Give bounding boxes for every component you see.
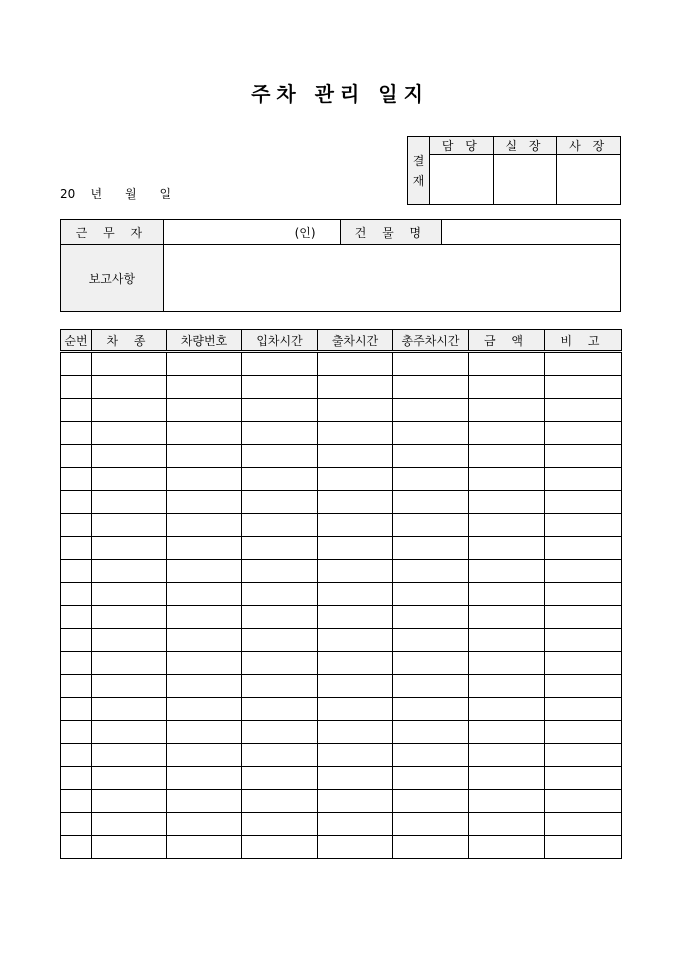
table-cell[interactable] [318,514,393,537]
table-row [61,445,622,468]
table-cell[interactable] [242,790,318,813]
table-cell[interactable] [469,606,545,629]
table-cell[interactable] [393,836,469,859]
table-cell[interactable] [318,790,393,813]
table-cell[interactable] [242,813,318,836]
table-cell[interactable] [318,652,393,675]
table-cell[interactable] [167,790,242,813]
table-row [61,537,622,560]
col-header-total-time: 총주차시간 [393,330,469,352]
table-cell[interactable] [167,675,242,698]
table-cell[interactable] [242,721,318,744]
table-cell[interactable] [318,376,393,399]
table-cell[interactable] [393,629,469,652]
table-cell[interactable] [61,698,92,721]
table-row [61,836,622,859]
table-cell[interactable] [92,767,167,790]
table-cell[interactable] [393,399,469,422]
table-cell[interactable] [92,422,167,445]
col-header-plate: 차량번호 [167,330,242,352]
table-cell[interactable] [545,352,622,376]
table-row [61,514,622,537]
table-cell[interactable] [545,652,622,675]
table-cell[interactable] [393,744,469,767]
table-cell[interactable] [469,790,545,813]
table-cell[interactable] [545,491,622,514]
table-cell[interactable] [469,836,545,859]
table-cell[interactable] [318,606,393,629]
table-cell[interactable] [393,468,469,491]
table-cell[interactable] [545,790,622,813]
table-row [61,491,622,514]
table-cell[interactable] [318,491,393,514]
table-cell[interactable] [545,376,622,399]
table-row [61,352,622,376]
table-cell[interactable] [242,675,318,698]
table-cell[interactable] [242,698,318,721]
table-cell[interactable] [167,836,242,859]
table-cell[interactable] [92,721,167,744]
table-row [61,560,622,583]
table-cell[interactable] [167,376,242,399]
table-cell[interactable] [92,399,167,422]
table-cell[interactable] [318,560,393,583]
table-cell[interactable] [61,537,92,560]
table-cell[interactable] [393,376,469,399]
table-cell[interactable] [167,514,242,537]
table-cell[interactable] [318,445,393,468]
table-cell[interactable] [242,606,318,629]
table-cell[interactable] [61,491,92,514]
table-cell[interactable] [318,813,393,836]
table-row [61,583,622,606]
table-cell[interactable] [318,468,393,491]
table-cell[interactable] [61,606,92,629]
table-row [61,376,622,399]
table-cell[interactable] [469,767,545,790]
table-cell[interactable] [61,399,92,422]
table-cell[interactable] [242,399,318,422]
table-cell[interactable] [318,744,393,767]
table-cell[interactable] [545,813,622,836]
table-cell[interactable] [242,629,318,652]
table-cell[interactable] [545,721,622,744]
col-header-amount: 금 액 [469,330,545,352]
table-cell[interactable] [545,514,622,537]
table-cell[interactable] [167,721,242,744]
table-cell[interactable] [469,514,545,537]
table-cell[interactable] [242,422,318,445]
table-cell[interactable] [61,813,92,836]
table-cell[interactable] [318,422,393,445]
table-cell[interactable] [167,698,242,721]
table-cell[interactable] [469,744,545,767]
table-cell[interactable] [469,491,545,514]
table-cell[interactable] [92,652,167,675]
table-cell[interactable] [318,583,393,606]
table-cell[interactable] [167,583,242,606]
approval-label [408,137,430,205]
approval-label-bottom: 재 [412,173,425,188]
table-cell[interactable] [469,721,545,744]
info-table [60,219,621,312]
table-cell[interactable] [167,744,242,767]
table-cell[interactable] [92,675,167,698]
date-line: 20 년 월 일 [60,187,172,201]
table-cell[interactable] [469,376,545,399]
table-cell[interactable] [167,422,242,445]
table-cell[interactable] [393,537,469,560]
table-cell[interactable] [92,583,167,606]
table-cell[interactable] [393,560,469,583]
table-cell[interactable] [318,698,393,721]
table-cell[interactable] [92,445,167,468]
approval-label-top: 결 [412,153,425,168]
table-cell[interactable] [167,445,242,468]
table-cell[interactable] [545,698,622,721]
table-cell[interactable] [393,514,469,537]
table-cell[interactable] [61,675,92,698]
table-cell[interactable] [545,537,622,560]
approval-sign-president[interactable] [557,155,621,205]
table-cell[interactable] [242,352,318,376]
table-cell[interactable] [545,468,622,491]
table-cell[interactable] [393,721,469,744]
table-cell[interactable] [469,813,545,836]
table-cell[interactable] [318,836,393,859]
table-cell[interactable] [393,652,469,675]
table-cell[interactable] [61,836,92,859]
table-cell[interactable] [545,560,622,583]
table-cell[interactable] [469,583,545,606]
table-cell[interactable] [61,445,92,468]
table-row [61,629,622,652]
table-cell[interactable] [318,629,393,652]
table-cell[interactable] [242,376,318,399]
col-header-no: 순번 [61,330,92,352]
log-body [61,352,622,859]
table-cell[interactable] [469,399,545,422]
table-cell[interactable] [393,352,469,376]
table-row [61,606,622,629]
table-cell[interactable] [92,491,167,514]
building-field[interactable] [442,220,621,245]
table-cell[interactable] [318,352,393,376]
table-cell[interactable] [61,583,92,606]
table-row [61,422,622,445]
table-cell[interactable] [92,744,167,767]
table-cell[interactable] [545,399,622,422]
table-cell[interactable] [242,583,318,606]
table-cell[interactable] [393,583,469,606]
table-cell[interactable] [61,352,92,376]
table-row [61,652,622,675]
table-cell[interactable] [393,790,469,813]
col-header-remarks: 비 고 [545,330,622,352]
table-cell[interactable] [242,514,318,537]
worker-label: 근 무 자 [61,220,164,245]
table-cell[interactable] [61,767,92,790]
table-cell[interactable] [167,629,242,652]
table-cell[interactable] [92,560,167,583]
table-cell[interactable] [393,445,469,468]
table-cell[interactable] [242,560,318,583]
table-cell[interactable] [242,744,318,767]
table-row [61,790,622,813]
table-cell[interactable] [92,468,167,491]
seal-mark: (인) [294,225,316,240]
building-label: 건 물 명 [340,220,442,245]
table-cell[interactable] [393,675,469,698]
table-cell[interactable] [61,514,92,537]
table-cell[interactable] [92,606,167,629]
table-cell[interactable] [167,652,242,675]
table-row [61,698,622,721]
table-cell[interactable] [393,422,469,445]
table-cell[interactable] [545,606,622,629]
table-cell[interactable] [242,767,318,790]
table-row [61,813,622,836]
approval-head-director: 실 장 [493,137,557,155]
table-cell[interactable] [92,352,167,376]
table-cell[interactable] [469,352,545,376]
table-cell[interactable] [92,836,167,859]
col-header-car-type: 차 종 [92,330,167,352]
table-cell[interactable] [393,491,469,514]
col-header-exit-time: 출차시간 [318,330,393,352]
table-cell[interactable] [393,767,469,790]
table-cell[interactable] [92,698,167,721]
table-cell[interactable] [545,445,622,468]
table-cell[interactable] [469,468,545,491]
table-cell[interactable] [469,560,545,583]
table-row [61,767,622,790]
table-cell[interactable] [167,813,242,836]
report-label: 보고사항 [61,245,164,312]
worker-field[interactable] [163,220,340,245]
table-cell[interactable] [167,491,242,514]
table-cell[interactable] [393,813,469,836]
table-cell[interactable] [242,468,318,491]
table-cell[interactable] [167,767,242,790]
table-row [61,744,622,767]
table-cell[interactable] [318,399,393,422]
table-cell[interactable] [545,836,622,859]
table-cell[interactable] [469,445,545,468]
table-row [61,399,622,422]
report-field[interactable] [163,245,620,312]
table-cell[interactable] [545,583,622,606]
table-cell[interactable] [242,491,318,514]
table-cell[interactable] [318,767,393,790]
table-cell[interactable] [318,537,393,560]
approval-head-manager: 담 당 [430,137,494,155]
table-row [61,675,622,698]
table-cell[interactable] [393,606,469,629]
log-header-row [61,330,622,352]
table-row [61,721,622,744]
table-cell[interactable] [545,629,622,652]
table-cell[interactable] [242,445,318,468]
table-cell[interactable] [318,721,393,744]
table-cell[interactable] [545,744,622,767]
table-cell[interactable] [92,790,167,813]
approval-head-president: 사 장 [557,137,621,155]
table-cell[interactable] [61,790,92,813]
table-cell[interactable] [61,652,92,675]
table-cell[interactable] [61,376,92,399]
table-cell[interactable] [167,537,242,560]
table-cell[interactable] [92,537,167,560]
table-cell[interactable] [242,537,318,560]
approval-sign-director[interactable] [493,155,557,205]
table-cell[interactable] [242,836,318,859]
table-cell[interactable] [469,537,545,560]
table-cell[interactable] [92,376,167,399]
table-cell[interactable] [92,813,167,836]
table-cell[interactable] [167,468,242,491]
table-cell[interactable] [318,675,393,698]
table-cell[interactable] [545,422,622,445]
table-cell[interactable] [61,560,92,583]
table-cell[interactable] [167,352,242,376]
document-title: 주차 관리 일지 [251,82,429,106]
table-cell[interactable] [92,514,167,537]
table-cell[interactable] [92,629,167,652]
approval-sign-manager[interactable] [430,155,494,205]
parking-log-table [60,329,622,859]
table-cell[interactable] [393,698,469,721]
approval-box [407,136,621,205]
table-cell[interactable] [61,422,92,445]
table-cell[interactable] [61,629,92,652]
table-cell[interactable] [61,468,92,491]
table-cell[interactable] [545,675,622,698]
table-cell[interactable] [469,675,545,698]
table-cell[interactable] [61,744,92,767]
table-cell[interactable] [469,652,545,675]
table-cell[interactable] [469,629,545,652]
col-header-entry-time: 입차시간 [242,330,318,352]
table-cell[interactable] [469,422,545,445]
table-cell[interactable] [167,560,242,583]
table-cell[interactable] [545,767,622,790]
table-row [61,468,622,491]
table-cell[interactable] [469,698,545,721]
table-cell[interactable] [167,606,242,629]
table-cell[interactable] [167,399,242,422]
table-cell[interactable] [242,652,318,675]
table-cell[interactable] [61,721,92,744]
